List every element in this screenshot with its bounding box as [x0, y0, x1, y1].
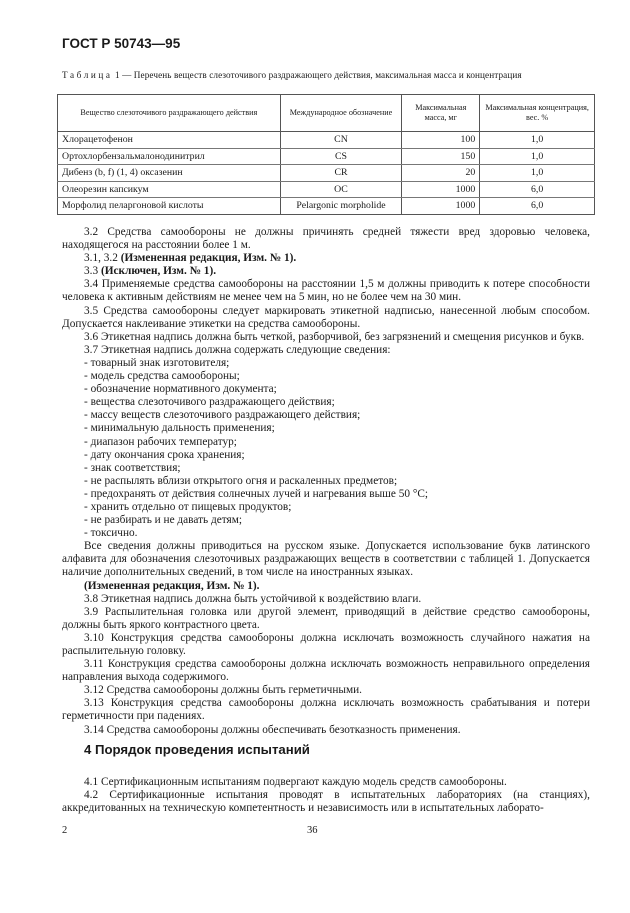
- cell-designation: CS: [280, 148, 402, 165]
- paragraph-russian-language: Все сведения должны приводиться на русском языке. Допускается использование букв латинского алфавита для обозначения слезоточивых раздражающих веществ в соответствии с таблицей 1. Допускается наличие дополнительных сведений, в том числе на иностранных языках.: [62, 540, 590, 579]
- paragraph-4-2: 4.2 Сертификационные испытания проводят в испытательных лабораториях (на станциях), аккредитованных на техническую компетентность и независимость или в испытательных лаборато-: [62, 789, 590, 815]
- paragraph-3-14: 3.14 Средства самообороны должны обеспечивать безотказность применения.: [84, 723, 461, 736]
- table-row: [58, 181, 595, 198]
- table-header-row: [58, 95, 595, 132]
- list-item: - минимальную дальность применения;: [84, 422, 275, 435]
- table-row: [58, 148, 595, 165]
- paragraph-3-5: 3.5 Средства самообороны следует маркировать этикетной надписью, нанесенной любым способом. Допускается наклеивание этикетки на средства самообороны.: [62, 304, 590, 330]
- cell-concentration: 6,0: [480, 181, 595, 198]
- cell-designation: CR: [280, 165, 402, 182]
- paragraph-3-4: 3.4 Применяемые средства самообороны на расстоянии 1,5 м должны приводить к потере способности человека к активным действиям не менее чем на 5 мин, но не более чем на 30 мин.: [62, 278, 590, 304]
- paragraph-3-11: 3.11 Конструкция средства самообороны должна исключать возможность неправильного определения направления выхода содержимого.: [62, 658, 590, 684]
- cell-designation: CN: [280, 132, 402, 149]
- list-item: - вещества слезоточивого раздражающего действия;: [84, 396, 335, 409]
- paragraph-number: 3.3: [84, 265, 99, 278]
- substances-table: [57, 94, 595, 215]
- amendment-number: 3.1, 3.2: [84, 252, 118, 265]
- amendment-note: (Измененная редакция, Изм. № 1).: [84, 579, 260, 592]
- table-row: [58, 132, 595, 149]
- cell-designation: OC: [280, 181, 402, 198]
- list-item: - токсично.: [84, 527, 138, 540]
- amendment-note: (Измененная редакция, Изм. № 1).: [120, 252, 297, 265]
- cell-concentration: 1,0: [480, 132, 595, 149]
- table-caption-label: Таблица: [62, 70, 113, 80]
- list-item: - модель средства самообороны;: [84, 370, 240, 383]
- cell-substance: Олеорезин капсикум: [58, 181, 281, 198]
- paragraph-3-3: [62, 265, 590, 278]
- list-item: - диапазон рабочих температур;: [84, 435, 237, 448]
- list-item: - товарный знак изготовителя;: [84, 356, 230, 369]
- cell-concentration: 6,0: [480, 198, 595, 215]
- table-row: [58, 198, 595, 215]
- cell-designation: Pelargonic morpholide: [280, 198, 402, 215]
- list-item: - не распылять вблизи открытого огня и раскаленных предметов;: [84, 474, 398, 487]
- cell-mass: 100: [402, 132, 480, 149]
- cell-mass: 20: [402, 165, 480, 182]
- header-substance: Вещество слезоточивого раздражающего действия: [58, 95, 281, 132]
- paragraph-3-2: 3.2 Средства самообороны не должны причинять средней тяжести вред здоровью человека, находящегося на расстоянии более 1 м.: [62, 226, 590, 252]
- table-row: [58, 165, 595, 182]
- paragraph-3-9: 3.9 Распылительная головка или другой элемент, приводящий в действие средство самообороны, должны быть яркого контрастного цвета.: [62, 605, 590, 631]
- list-item: - знак соответствия;: [84, 461, 181, 474]
- paragraph-3-1-3-2-amendment: [62, 252, 590, 265]
- page-number-left: 2: [62, 825, 68, 836]
- header-designation: Международное обозначение: [280, 95, 402, 132]
- cell-substance: Ортохлорбензальмалонодинитрил: [58, 148, 281, 165]
- header-max-mass: Максимальная масса, мг: [402, 95, 480, 132]
- cell-substance: Дибенз (b, f) (1, 4) оксазенин: [58, 165, 281, 182]
- paragraph-3-10: 3.10 Конструкция средства самообороны должна исключать возможность случайного нажатия на распылительную головку.: [62, 631, 590, 657]
- cell-mass: 1000: [402, 181, 480, 198]
- paragraph-4-1: 4.1 Сертификационным испытаниям подвергают каждую модель средств самообороны.: [84, 776, 507, 788]
- list-item: - хранить отдельно от пищевых продуктов;: [84, 500, 292, 513]
- list-item: - предохранять от действия солнечных лучей и нагревания выше 50 °C;: [84, 487, 429, 500]
- cell-concentration: 1,0: [480, 148, 595, 165]
- excluded-note: (Исключен, Изм. № 1).: [100, 265, 217, 278]
- paragraph-3-12: 3.12 Средства самообороны должны быть герметичными.: [84, 684, 362, 697]
- paragraph-3-7: 3.7 Этикетная надпись должна содержать следующие сведения:: [84, 343, 391, 356]
- paragraph-3-13: 3.13 Конструкция средства самообороны должна исключать возможность срабатывания и потери герметичности при падениях.: [62, 697, 590, 723]
- label-info-list: [62, 357, 590, 540]
- section-4-heading: 4 Порядок проведения испытаний: [84, 742, 310, 757]
- paragraph-3-8: 3.8 Этикетная надпись должна быть устойчивой к воздействию влаги.: [84, 592, 422, 605]
- list-item: - массу веществ слезоточивого раздражающего действия;: [84, 409, 361, 422]
- table-caption: [62, 70, 592, 81]
- document-header-title: ГОСТ Р 50743—95: [62, 36, 181, 51]
- cell-substance: Хлорацетофенон: [58, 132, 281, 149]
- list-item: - обозначение нормативного документа;: [84, 383, 277, 396]
- list-item: - не разбирать и не давать детям;: [84, 514, 243, 527]
- cell-mass: 1000: [402, 198, 480, 215]
- paragraph-3-6: 3.6 Этикетная надпись должна быть четкой, разборчивой, без загрязнений и смещения рисунков и букв.: [84, 330, 585, 343]
- cell-concentration: 1,0: [480, 165, 595, 182]
- page-number-center: 36: [307, 825, 318, 836]
- list-item: - дату окончания срока хранения;: [84, 448, 245, 461]
- cell-mass: 150: [402, 148, 480, 165]
- requirements-text: [62, 226, 590, 737]
- section-4-text: [62, 776, 590, 815]
- header-max-concentration: Максимальная концентрация, вес. %: [480, 95, 595, 132]
- cell-substance: Морфолид пеларгоновой кислоты: [58, 198, 281, 215]
- table-caption-text: 1 — Перечень веществ слезоточивого раздражающего действия, максимальная масса и концентрация: [115, 70, 522, 80]
